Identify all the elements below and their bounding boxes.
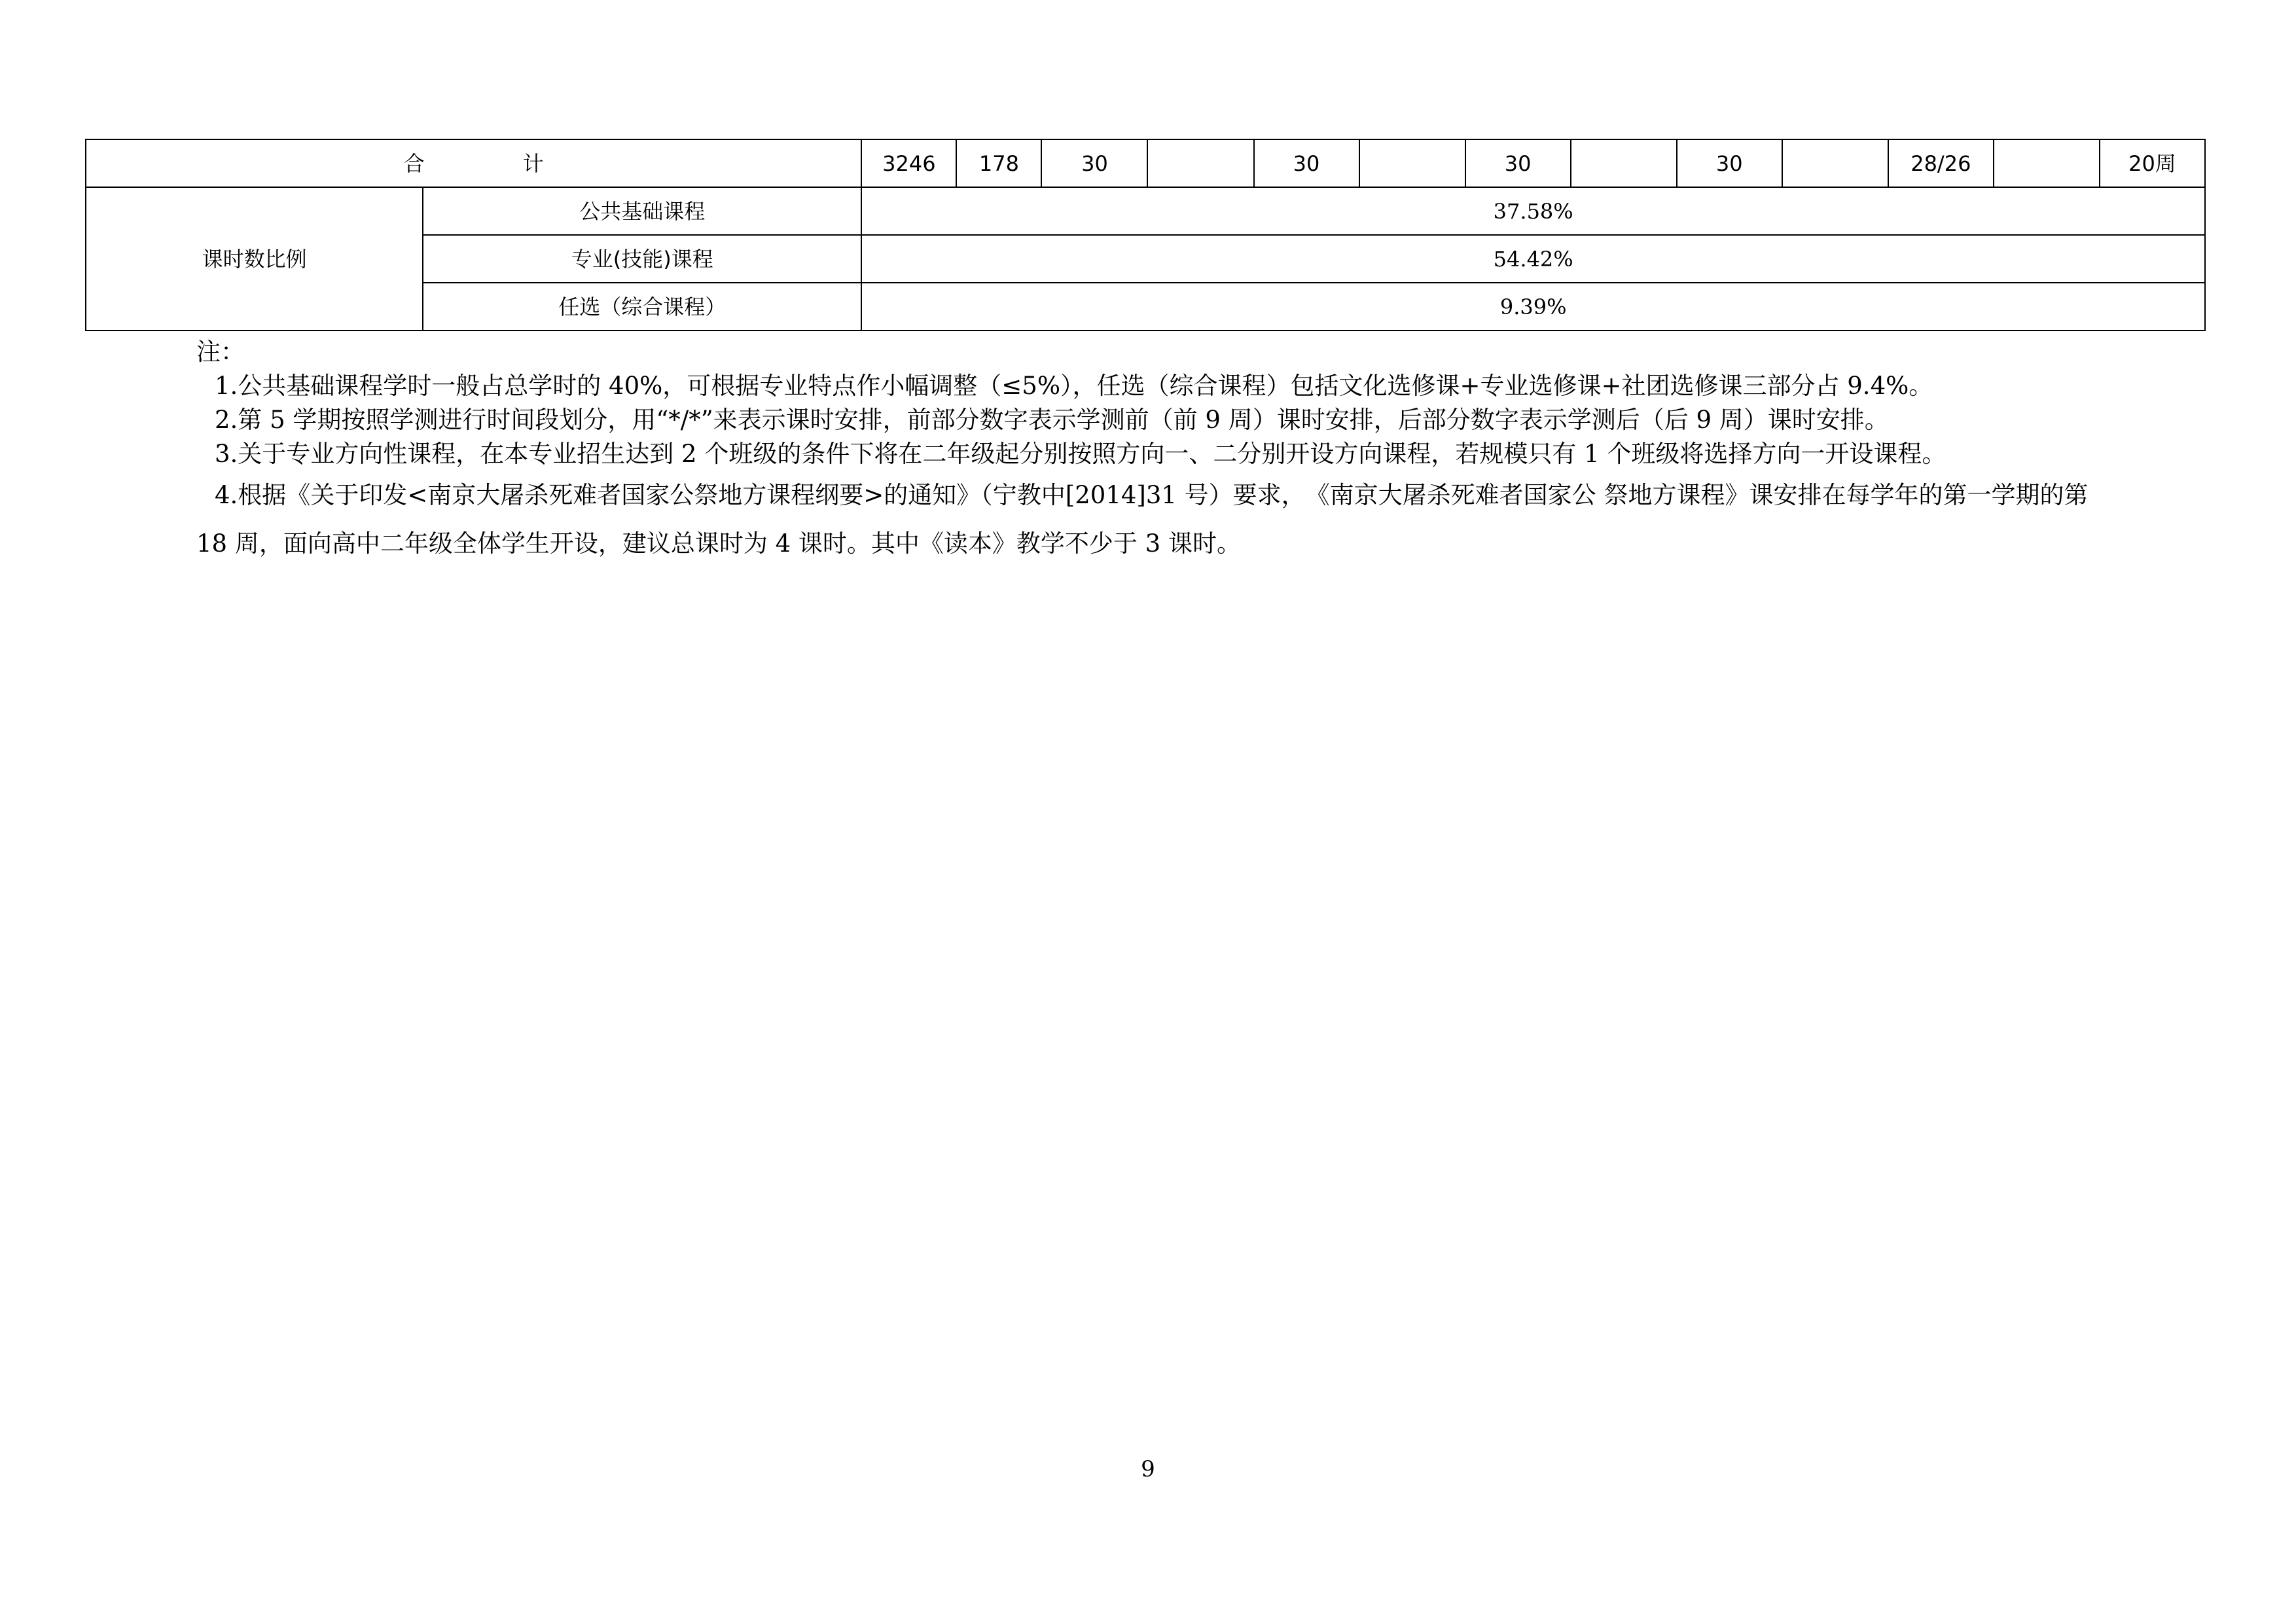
total-cell: 30 [1254,139,1359,187]
note-item: 4.根据《关于印发<南京大屠杀死难者国家公祭地方课程纲要>的通知》（宁教中[2014]31 号）要求， 《南京大屠杀死难者国家公 祭地方课程》课安排在每学年的第一学期的第 18 周，面向高中二年级全体学生开设，建议总课时为 4 课时。其中《读本》教学不少于 3 课时。 [196,481,2089,558]
total-cell: 3246 [861,139,956,187]
total-label-right: 计 [522,151,544,176]
curriculum-summary-table [85,139,2206,331]
total-cell: 30 [1041,139,1147,187]
total-label-left: 合 [403,151,425,176]
ratio-value-cell: 37.58% [861,187,2205,235]
ratio-value-cell: 9.39% [861,283,2205,330]
ratio-name-cell: 任选（综合课程） [423,283,861,330]
note-item: 1.公共基础课程学时一般占总学时的 40%，可根据专业特点作小幅调整（≤5%），任选（综合课程）包括文化选修课+专业选修课+社团选修课三部分占 9.4%。 [215,372,1933,400]
ratio-label-cell: 课时数比例 [86,187,423,330]
note-item: 2.第 5 学期按照学测进行时间段划分，用“*/*”来表示课时安排，前部分数字表示学测前（前 9 周）课时安排，后部分数字表示学测后（后 9 周）课时安排。 [215,406,1889,434]
total-cell: 178 [956,139,1041,187]
ratio-row [86,187,2205,235]
total-cell [1359,139,1465,187]
total-cell [1782,139,1888,187]
total-cell: 20周 [2100,139,2205,187]
total-cell: 30 [1465,139,1571,187]
total-cell: 30 [1677,139,1782,187]
notes-section [196,335,2121,568]
note-item: 3.关于专业方向性课程，在本专业招生达到 2 个班级的条件下将在二年级起分别按照方向一、二分别开设方向课程，若规模只有 1 个班级将选择方向一开设课程。 [215,440,1946,468]
total-cell [1994,139,2100,187]
total-cell [1571,139,1677,187]
notes-title: 注： [196,338,245,366]
total-row [86,139,2205,187]
page-number: 9 [1141,1456,1155,1482]
ratio-name-cell: 公共基础课程 [423,187,861,235]
total-cell: 28/26 [1888,139,1994,187]
ratio-name-cell: 专业(技能)课程 [423,235,861,283]
total-label-cell [86,139,861,187]
total-cell [1147,139,1253,187]
ratio-value-cell: 54.42% [861,235,2205,283]
